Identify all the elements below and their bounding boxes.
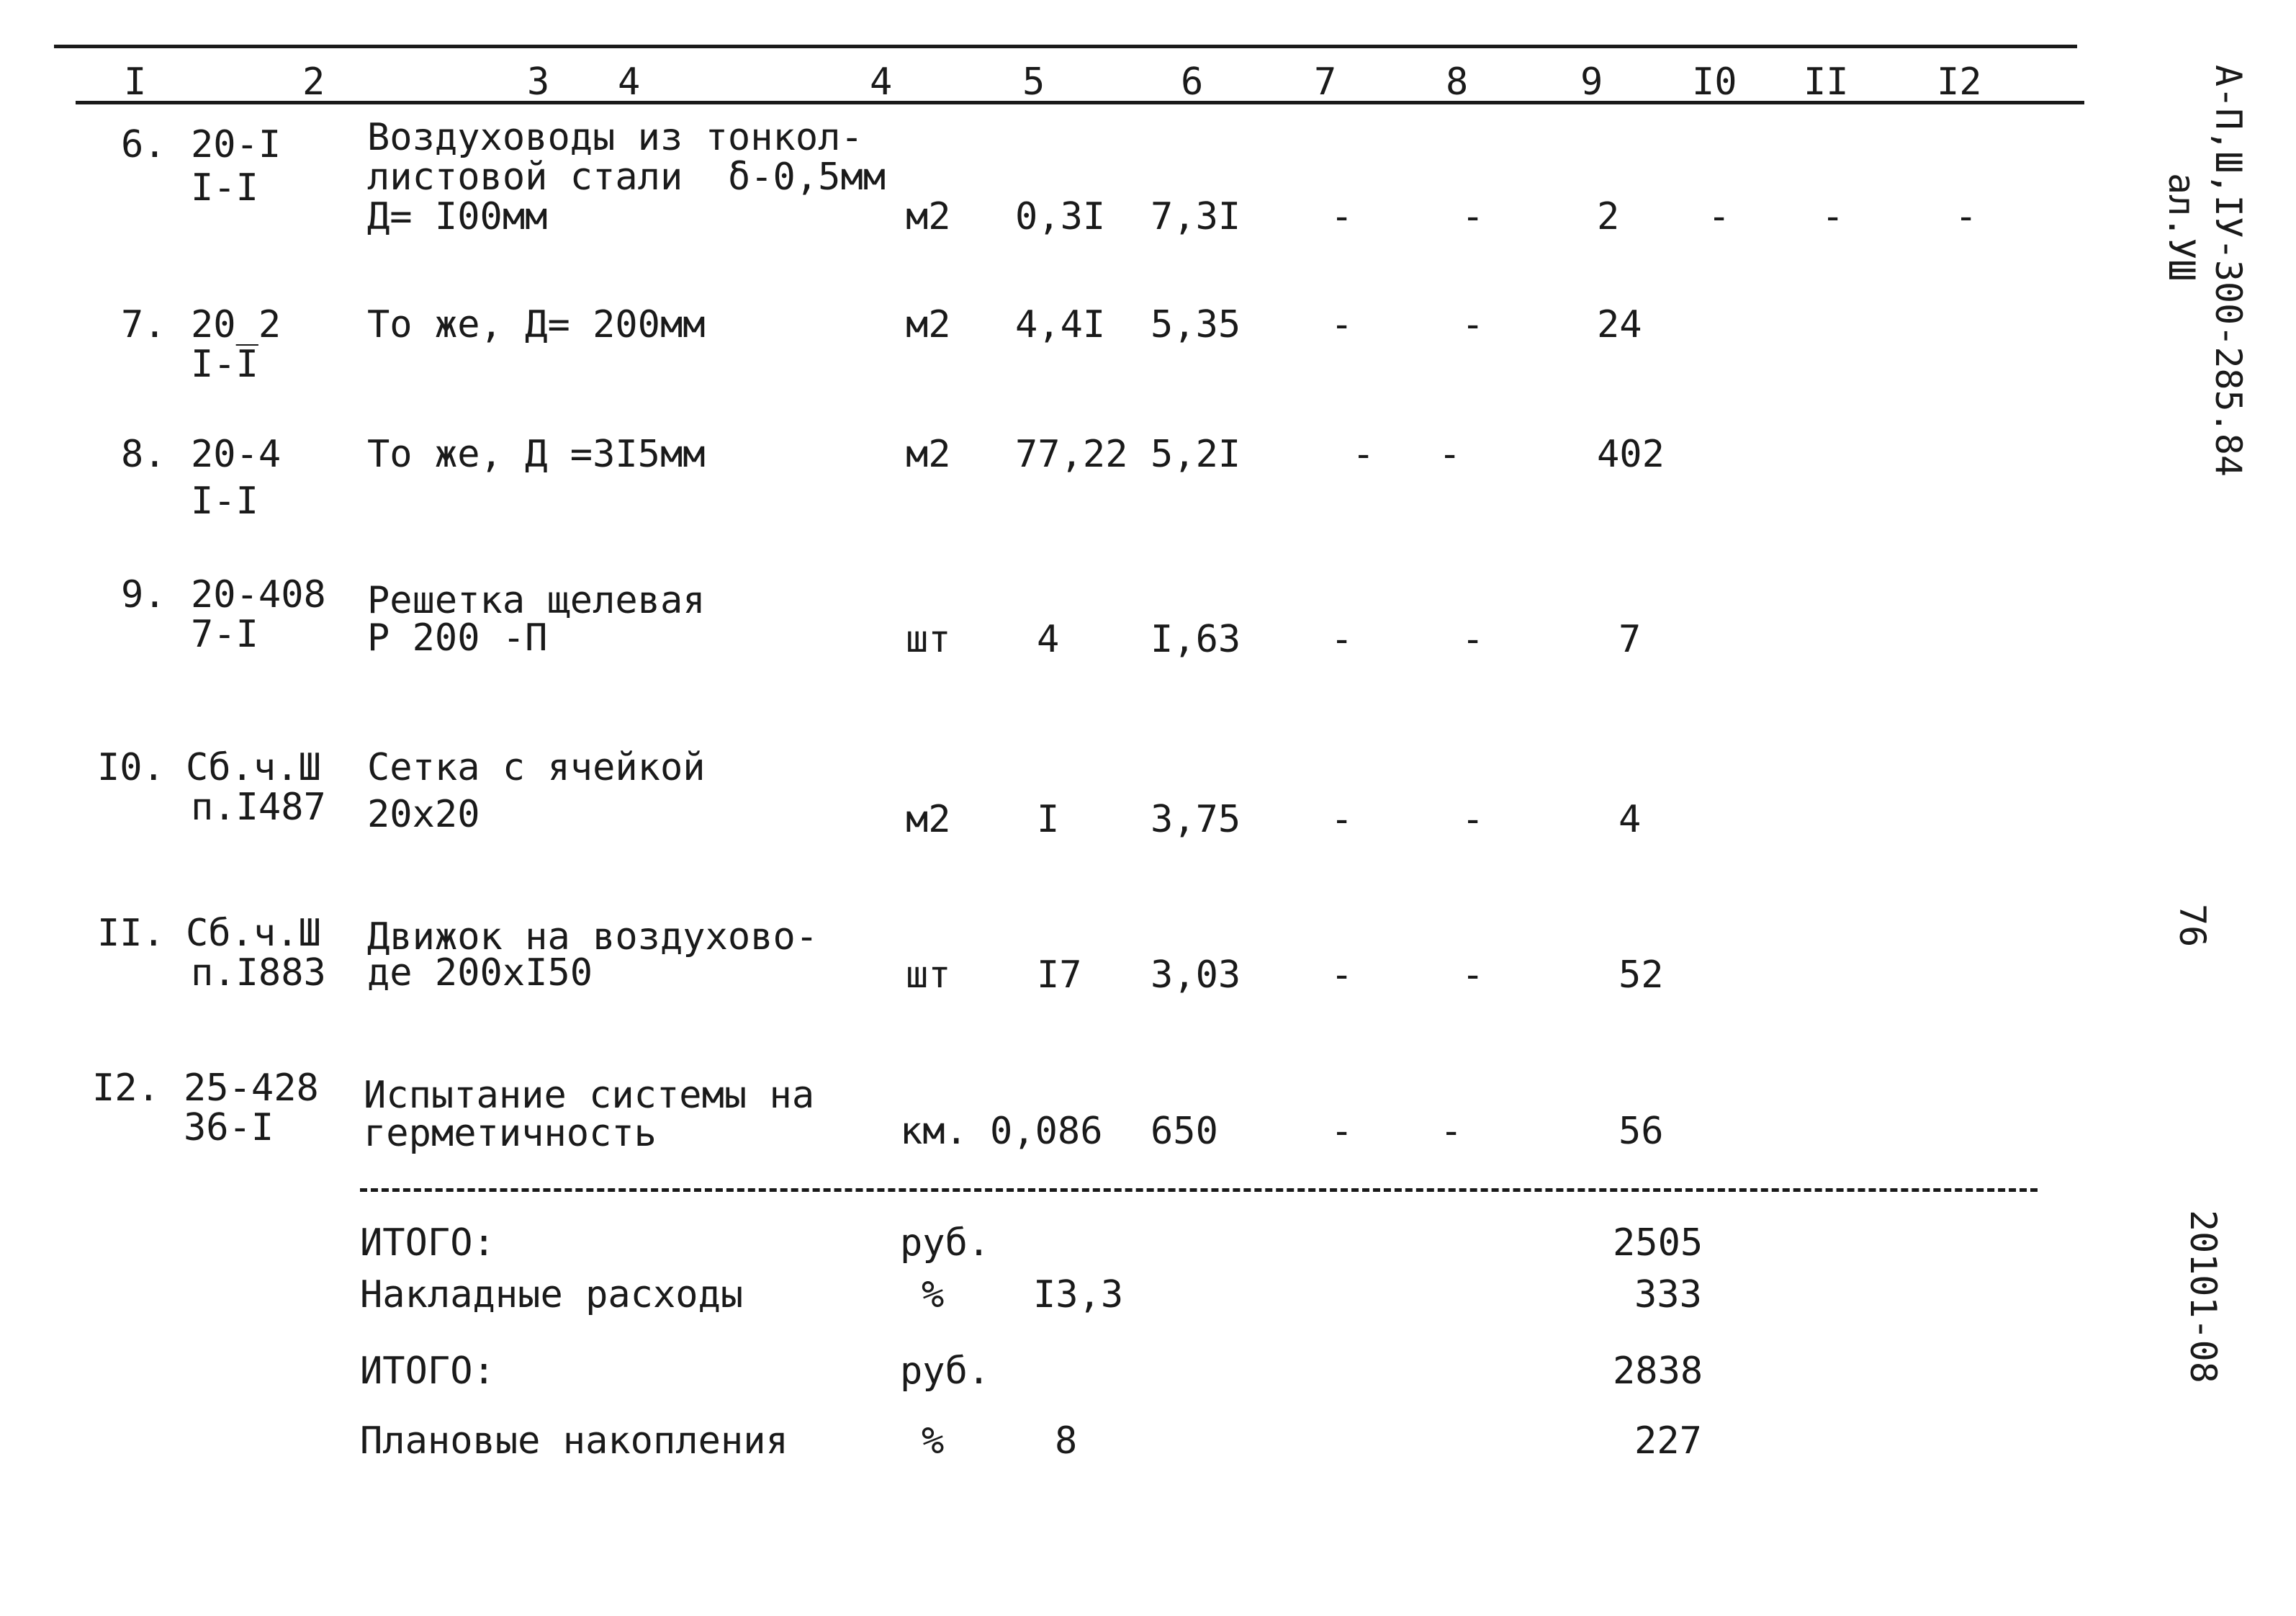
row-number: I2. [92,1067,160,1110]
row-number: 9. [121,573,166,616]
row-code: 20-408 [191,573,326,616]
row-unit: шт [906,953,951,997]
row-quantity: 4 [1037,618,1060,661]
row-description: Воздуховоды из тонкол- [367,116,863,159]
row-code: Сб.ч.Ш [186,912,321,955]
row-quantity: 0,086 [990,1110,1103,1153]
row-price: 3,75 [1151,798,1241,841]
row-col9: 24 [1597,303,1642,346]
col-header-11: II [1804,60,1849,104]
total-unit: руб. [900,1221,991,1265]
row-code-sub: 36-I [184,1106,274,1149]
row-description: Сетка с ячейкой [367,746,706,789]
row-col7: - [1331,1110,1354,1153]
header-rule [76,101,2084,104]
row-number: 6. [121,123,166,166]
row-description-2: листовой стали δ-0,5мм [367,156,886,199]
row-code: Сб.ч.Ш [186,746,321,789]
document-sheet: ал.УШ [2161,173,2202,282]
row-col7: - [1331,618,1354,661]
row-description: Решетка щелевая [367,579,706,622]
col-header-2: 2 [302,60,325,104]
row-unit: шт [906,618,951,661]
totals-separator [360,1188,2038,1192]
row-col9: 4 [1619,798,1642,841]
row-unit: м2 [906,195,951,238]
row-col8: - [1439,433,1462,476]
overhead-rate: I3,3 [1033,1273,1124,1316]
row-code-sub: 7-I [191,613,258,656]
col-header-10: I0 [1692,60,1737,104]
row-col9: 56 [1619,1110,1664,1153]
row-code: 20-I [191,123,282,166]
overhead-unit: % [922,1273,945,1316]
row-code-sub: п.I487 [191,786,326,829]
row-col9: 402 [1597,433,1665,476]
row-col8: - [1462,953,1485,997]
row-col9: 2 [1597,195,1620,238]
row-code-sub: I-I [191,343,258,386]
row-quantity: 77,22 [1015,433,1128,476]
col-header-5: 5 [1022,60,1045,104]
row-code: 25-428 [184,1067,319,1110]
col-header-6: 6 [1181,60,1204,104]
planned-savings-label: Плановые накопления [360,1419,788,1463]
row-col7: - [1331,303,1354,346]
row-col8: - [1462,618,1485,661]
row-unit: км. [900,1110,968,1153]
document-code: А-П,Ш,IУ-300-285.84 [2207,65,2249,477]
row-description-2: де 200хI50 [367,951,593,995]
col-header-1: I [124,60,147,104]
row-price: 5,2I [1151,433,1241,476]
row-description-2: герметичность [364,1112,657,1155]
row-col8: - [1462,195,1485,238]
page-number: 76 [2171,904,2213,948]
row-code-sub: п.I883 [191,951,326,995]
row-price: 7,3I [1151,195,1241,238]
row-description: То же, Д= 200мм [367,303,706,346]
row-description-2: Р 200 -П [367,616,548,660]
row-number: II. [97,912,165,955]
row-quantity: I7 [1037,953,1082,997]
row-code: 20-4 [191,433,282,476]
row-price: I,63 [1151,618,1241,661]
planned-savings-rate: 8 [1055,1419,1078,1463]
row-col8: - [1462,798,1485,841]
col-header-3b: 4 [618,60,641,104]
row-col8: - [1462,303,1485,346]
archive-number: 20101-08 [2182,1210,2224,1383]
row-unit: м2 [906,303,951,346]
row-unit: м2 [906,798,951,841]
row-number: I0. [97,746,165,789]
row-col9: 7 [1619,618,1642,661]
planned-savings-amount: 227 [1634,1419,1702,1463]
row-col7: - [1331,798,1354,841]
row-number: 8. [121,433,166,476]
col-header-8: 8 [1446,60,1469,104]
row-col11: - [1822,195,1845,238]
col-header-3: 3 [527,60,550,104]
overhead-amount: 333 [1634,1273,1702,1316]
row-col7: - [1331,953,1354,997]
row-description-3: Д= I00мм [367,195,548,238]
col-header-12: I2 [1937,60,1982,104]
total-amount: 2505 [1613,1221,1703,1265]
col-header-9: 9 [1580,60,1603,104]
subtotal-unit: руб. [900,1350,991,1393]
row-col10: - [1708,195,1731,238]
row-description-2: 20х20 [367,793,480,836]
row-quantity: 0,3I [1015,195,1106,238]
row-code-sub: I-I [191,480,258,523]
planned-savings-unit: % [922,1419,945,1463]
row-col12: - [1955,195,1978,238]
row-price: 650 [1151,1110,1218,1153]
col-header-4: 4 [870,60,893,104]
col-header-7: 7 [1314,60,1337,104]
row-code: 20_2 [191,303,282,346]
row-col9: 52 [1619,953,1664,997]
row-description: Испытание системы на [364,1074,815,1117]
row-description: То же, Д =3I5мм [367,433,706,476]
row-price: 5,35 [1151,303,1241,346]
top-rule [54,45,2077,48]
row-description: Движок на воздухово- [367,915,819,959]
row-quantity: I [1037,798,1060,841]
subtotal-label: ИТОГО: [360,1350,495,1393]
row-number: 7. [121,303,166,346]
row-col8: - [1440,1110,1463,1153]
total-label: ИТОГО: [360,1221,495,1265]
row-col7: - [1331,195,1354,238]
row-price: 3,03 [1151,953,1241,997]
row-col7: - [1352,433,1375,476]
overhead-label: Накладные расходы [360,1273,744,1316]
row-quantity: 4,4I [1015,303,1106,346]
subtotal-amount: 2838 [1613,1350,1703,1393]
row-unit: м2 [906,433,951,476]
row-code-sub: I-I [191,166,258,210]
